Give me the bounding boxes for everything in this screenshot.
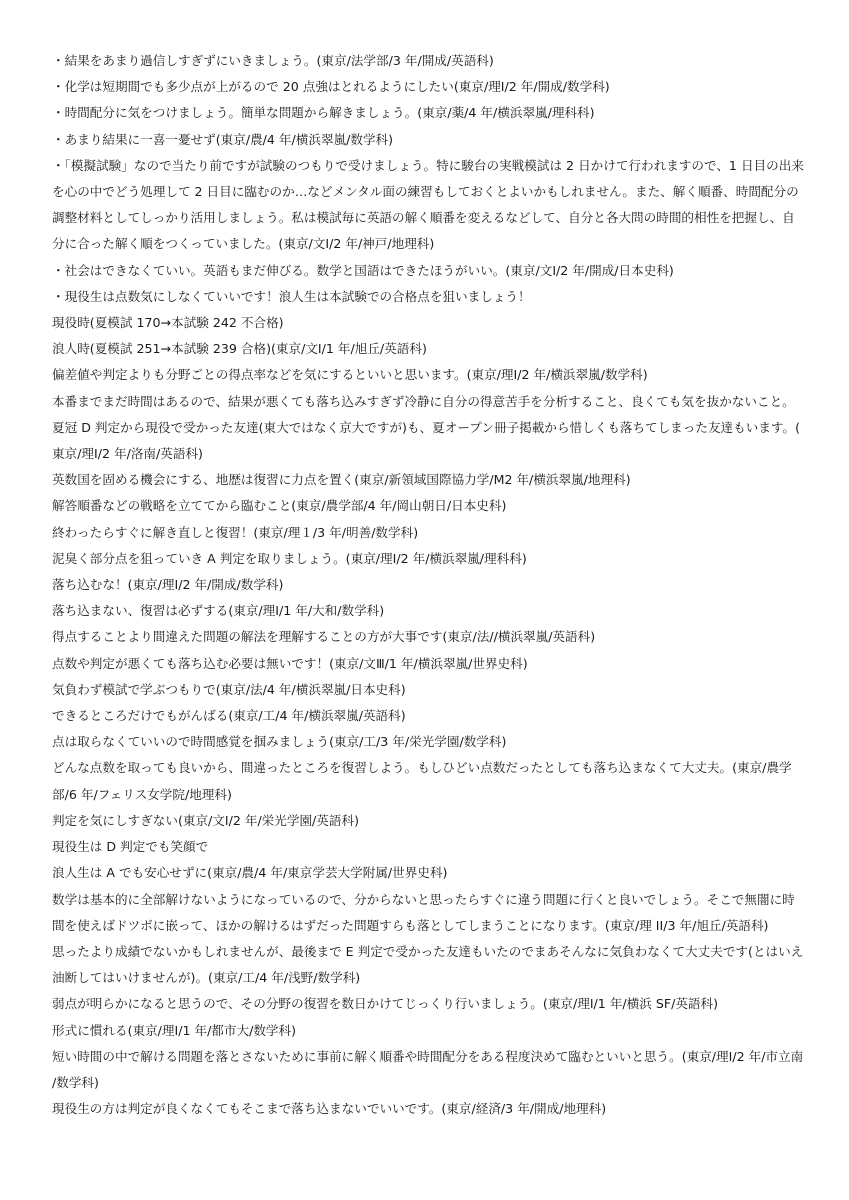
advice-entry-25: 現役生は D 判定でも笑顔で (52, 839, 209, 855)
advice-entry-32: 現役生の方は判定が良くなくてもそこまで落ち込まないでいいです。(東京/経済/3 年/開成/地理科) (52, 1101, 607, 1117)
advice-entry-26: 浪人生は A でも安心せずに(東京/農/4 年/東京学芸大学附属/世界史科) (52, 865, 448, 881)
advice-entry-6: ・社会はできなくていい。英語もまだ伸びる。数学と国語はできたほうがいい。(東京/文Ⅰ/2 年/開成/日本史科) (52, 262, 674, 278)
advice-entry-17: 落ち込まない、復習は必ずする(東京/理Ⅰ/1 年/大和/数学科) (52, 603, 385, 619)
advice-entry-11: 本番までまだ時間はあるので、結果が悪くても落ち込みすぎず冷静に自分の得意苦手を分析すること、良くても気を抜かないこと。夏冠 D 判定から現役で受かった友達(東大ではなく京大ですが)も、夏オープン冊子掲載から惜しくも落ちてしまった友達もいます。(東京/理Ⅰ/2 年/洛南/英語科) (52, 393, 801, 462)
advice-document (52, 48, 804, 1122)
advice-entry-15: 泥臭く部分点を狙っていき A 判定を取りましょう。(東京/理Ⅰ/2 年/横浜翠嵐/理科科) (52, 550, 527, 566)
advice-entry-13: 解答順番などの戦略を立ててから臨むこと(東京/農学部/4 年/岡山朝日/日本史科) (52, 498, 507, 514)
advice-entry-3: ・時間配分に気をつけましょう。簡単な問題から解きましょう。(東京/薬/4 年/横浜翠嵐/理科科) (52, 105, 595, 121)
advice-entry-28: 思ったより成績でないかもしれませんが、最後まで E 判定で受かった友達もいたのでまあそんなに気負わなくて大丈夫です(とはいえ油断してはいけませんが)。(東京/工/4 年/浅野/数学科) (52, 943, 804, 986)
advice-entry-31: 短い時間の中で解ける問題を落とさないために事前に解く順番や時間配分をある程度決めて臨むといいと思う。(東京/理Ⅰ/2 年/市立南/数学科) (52, 1048, 804, 1090)
advice-entry-16: 落ち込むな！(東京/理Ⅰ/2 年/開成/数学科) (52, 577, 284, 593)
advice-entry-1: ・結果をあまり過信しすぎずにいきましょう。(東京/法学部/3 年/開成/英語科) (52, 53, 494, 68)
advice-entry-23: どんな点数を取っても良いから、間違ったところを復習しよう。もしひどい点数だったとしても落ち込まなくて大丈夫。(東京/農学部/6 年/フェリス女学院/地理科) (52, 760, 792, 802)
advice-entry-24: 判定を気にしすぎない(東京/文Ⅰ/2 年/栄光学園/英語科) (52, 812, 359, 828)
advice-entry-5: ・「模擬試験」なので当たり前ですが試験のつもりで受けましょう。特に駿台の実戦模試は 2 日かけて行われますので、1 日目の出来を心の中でどう処理して 2 日目に臨むのか…などメンタル面の練習もしておくとよいかもしれません。また、解く順番、時間配分の調整材料としてしっかり活用しましょう。私は模試毎に英語の解く順番を変えるなどして、自分と各大問の時間的相性を把握し、自分に合った解く順をつくっていました。(東京/文Ⅰ/2 年/神戸/地理科) (52, 157, 804, 252)
advice-entry-12: 英数国を固める機会にする、地歴は復習に力点を置く(東京/新領域国際協力学/M2 年/横浜翠嵐/地理科) (52, 472, 631, 488)
advice-entry-27: 数学は基本的に全部解けないようになっているので、分からないと思ったらすぐに違う問題に行くと良いでしょう。そこで無闇に時間を使えばドツボに嵌って、ほかの解けるはずだった問題すらも落としてしまうことになります。(東京/理 II/3 年/旭丘/英語科) (52, 891, 795, 933)
advice-entry-20: 気負わず模試で学ぶつもりで(東京/法/4 年/横浜翠嵐/日本史科) (52, 681, 406, 697)
advice-entry-4: ・あまり結果に一喜一憂せず(東京/農/4 年/横浜翠嵐/数学科) (52, 131, 394, 147)
advice-entry-30: 形式に慣れる(東京/理Ⅰ/1 年/都市大/数学科) (52, 1022, 297, 1038)
advice-entry-18: 得点することより間違えた問題の解法を理解することの方が大事です(東京/法//横浜翠嵐/英語科) (52, 629, 596, 645)
advice-entry-9: 浪人時(夏模試 251→本試験 239 合格)(東京/文Ⅰ/1 年/旭丘/英語科) (52, 341, 427, 357)
advice-entry-14: 終わったらすぐに解き直しと復習！(東京/理１/3 年/明善/数学科) (52, 524, 419, 540)
advice-entry-19: 点数や判定が悪くても落ち込む必要は無いです！(東京/文Ⅲ/1 年/横浜翠嵐/世界史科) (52, 655, 528, 671)
advice-entry-2: ・化学は短期間でも多少点が上がるので 20 点強はとれるようにしたい(東京/理Ⅰ/2 年/開成/数学科) (52, 79, 610, 95)
advice-entry-10: 偏差値や判定よりも分野ごとの得点率などを気にするといいと思います。(東京/理Ⅰ/2 年/横浜翠嵐/数学科) (52, 367, 648, 383)
advice-entry-7: ・現役生は点数気にしなくていいです！浪人生は本試験での合格点を狙いましょう！ (52, 288, 531, 304)
advice-entry-22: 点は取らなくていいので時間感覚を掴みましょう(東京/工/3 年/栄光学園/数学科) (52, 734, 507, 750)
advice-entry-29: 弱点が明らかになると思うので、その分野の復習を数日かけてじっくり行いましょう。(東京/理Ⅰ/1 年/横浜 SF/英語科) (52, 996, 719, 1012)
advice-entry-8: 現役時(夏模試 170→本試験 242 不合格) (52, 315, 284, 331)
advice-entry-21: できるところだけでもがんばる(東京/工/4 年/横浜翠嵐/英語科) (52, 708, 406, 724)
